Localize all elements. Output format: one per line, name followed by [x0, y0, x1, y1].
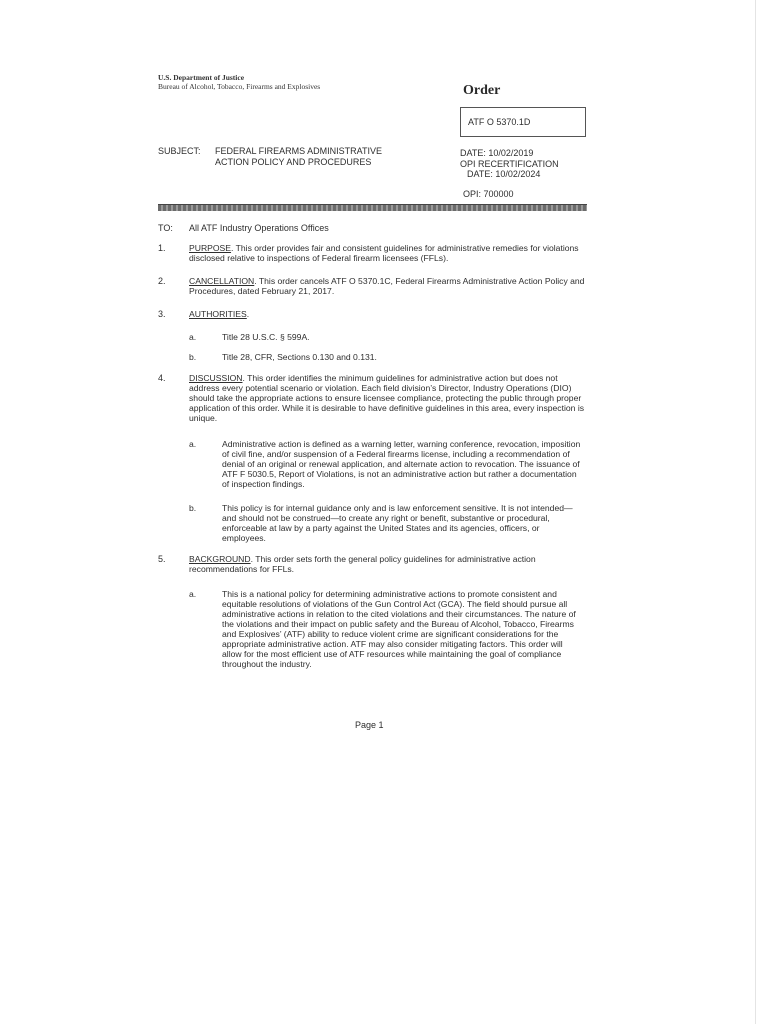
section-5-number: 5. [158, 554, 166, 564]
section-4a-text: Administrative action is defined as a warning letter, warning conference, revocation, imposition of civil fine, and/or suspension of a Federal firearms license, including a recommendation of denial of an original or renewal application, and alternate action to revocation. The issuance of ATF F 5030.5, Report of Violations, is not an administrative action but rather a documentation of inspection findings. [222, 439, 581, 489]
section-4-body: . This order identifies the minimum guidelines for administrative action but does not address every potential scenario or violation. Each field division’s Director, Industry Operations (DIO) should take the appropriate actions to ensure licensee compliance, protecting the public through proper application of this order. While it is desirable to have definitive guidelines in this area, every inspection is unique. [189, 373, 585, 423]
recertification-date: DATE: 10/02/2024 [467, 169, 541, 179]
section-3b-label: b. [189, 352, 197, 362]
section-5-body: . This order sets forth the general policy guidelines for administrative action recommendations for FFLs. [189, 554, 536, 574]
section-1-purpose [189, 243, 589, 263]
section-3-heading: AUTHORITIES [189, 309, 247, 319]
bureau-name: Bureau of Alcohol, Tobacco, Firearms and Explosives [158, 82, 321, 91]
section-2-body: . This order cancels ATF O 5370.1C, Federal Firearms Administrative Action Policy and Procedures, dated February 21, 2017. [189, 276, 585, 296]
section-3b-text: Title 28, CFR, Sections 0.130 and 0.131. [222, 352, 377, 362]
header-divider [158, 204, 587, 211]
page-number: Page 1 [355, 720, 384, 730]
section-2-heading: CANCELLATION [189, 276, 255, 286]
section-5-heading: BACKGROUND [189, 554, 251, 564]
opi-number: OPI: 700000 [463, 189, 514, 199]
subject-text [215, 146, 435, 167]
to-label: TO: [158, 223, 173, 233]
department-name: U.S. Department of Justice [158, 73, 245, 82]
section-4b-text: This policy is for internal guidance only and is law enforcement sensitive. It is not intended—and should not be construed—to create any right or benefit, substantive or procedural, enforceable at law by a party against the United States and its agencies, officers, or employees. [222, 503, 573, 543]
date-block [460, 148, 559, 180]
order-number: ATF O 5370.1D [468, 117, 531, 127]
to-recipients: All ATF Industry Operations Offices [189, 223, 329, 233]
section-5a-text: This is a national policy for determining administrative actions to promote consistent and equitable resolutions of violations of the Gun Control Act (GCA). The field should pursue all administrative actions in relation to the cited violations and their circumstances. The nature of the violations and their impact on public safety and the Bureau of Alcohol, Tobacco, Firearms and Explosives’ (ATF) ability to reduce violent crime are significant considerations for the appropriate administrative action. ATF may also consider mitigating factors. This order will allow for the most efficient use of ATF resources while maintaining the goal of compliance throughout the industry. [222, 589, 576, 669]
issue-date: DATE: 10/02/2019 [460, 148, 534, 158]
section-5-background [189, 554, 589, 574]
section-5a-label: a. [189, 589, 197, 599]
section-4-number: 4. [158, 373, 166, 383]
agency-header [158, 73, 320, 91]
section-4a-label: a. [189, 439, 197, 449]
section-2-cancellation [189, 276, 589, 296]
subject-label: SUBJECT: [158, 146, 201, 156]
subject-line-1: FEDERAL FIREARMS ADMINISTRATIVE [215, 146, 383, 156]
section-3-body: . [246, 309, 250, 319]
section-1-heading: PURPOSE [189, 243, 232, 253]
section-2-number: 2. [158, 276, 166, 286]
section-4b-label: b. [189, 503, 197, 513]
section-3-number: 3. [158, 309, 166, 319]
section-1-number: 1. [158, 243, 166, 253]
recertification-label: OPI RECERTIFICATION [460, 158, 559, 169]
section-3a-text: Title 28 U.S.C. § 599A. [222, 332, 310, 342]
subject-line-2: ACTION POLICY AND PROCEDURES [215, 156, 372, 167]
document-type: Order [463, 83, 501, 98]
section-1-body: . This order provides fair and consistent guidelines for administrative remedies for violations disclosed relative to inspections of Federal firearm licensees (FFLs). [189, 243, 579, 263]
scan-edge [755, 0, 756, 1024]
section-3a-label: a. [189, 332, 197, 342]
section-3-authorities [189, 309, 589, 319]
section-4-discussion [189, 373, 589, 423]
section-4-heading: DISCUSSION [189, 373, 243, 383]
